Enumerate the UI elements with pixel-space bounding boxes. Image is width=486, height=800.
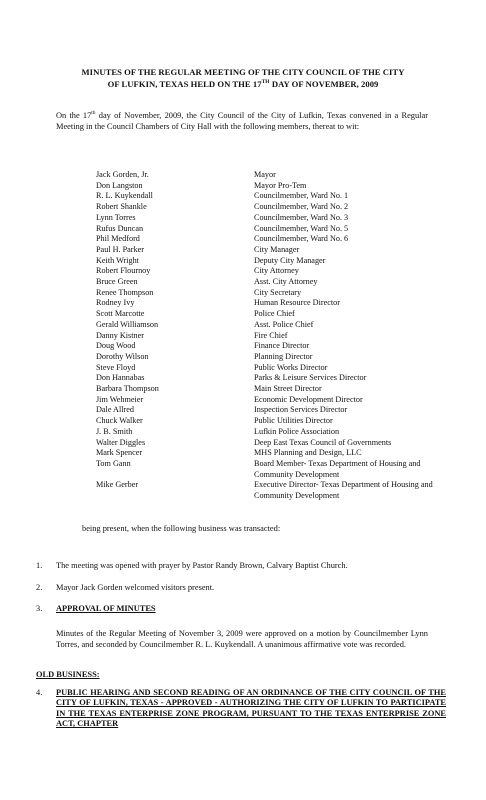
attendee-name: Jim Wehmeier (96, 394, 144, 404)
attendee-title: Board Member- Texas Department of Housing and Community Development (254, 458, 421, 479)
attendee-row (96, 277, 446, 288)
page-title (40, 66, 446, 90)
attendee-name: Scott Marcotte (96, 309, 145, 319)
attendee-name: Keith Wright (96, 255, 139, 265)
attendee-title: Councilmember, Ward No. 2 (254, 202, 349, 212)
attendee-name: Barbara Thompson (96, 384, 159, 394)
attendee-row (96, 341, 446, 352)
minutes-approval-paragraph: Minutes of the Regular Meeting of November 3, 2009 were approved on a motion by Councilmember Lynn Torres, and seconded by Councilmember R. L. Kuykendall. A unanimous affirmative vote was recorded. (56, 629, 428, 649)
attendee-name: Bruce Green (96, 277, 138, 287)
title-superscript: TH (261, 79, 270, 86)
attendee-name: Danny Kistner (96, 330, 144, 340)
attendee-title: Main Street Director (254, 384, 322, 394)
attendee-row (96, 384, 446, 395)
attendee-row (96, 309, 446, 320)
attendee-row (96, 427, 446, 438)
item-number: 4. (36, 688, 43, 697)
attendee-list (96, 170, 446, 502)
attendee-title: Deputy City Manager (254, 255, 326, 265)
attendee-title: City Attorney (254, 266, 299, 276)
attendee-title: Fire Chief (254, 330, 288, 340)
attendee-row (96, 191, 446, 202)
attendee-row (96, 213, 446, 224)
attendee-title: Deep East Texas Council of Governments (254, 437, 392, 447)
attendee-row (96, 320, 446, 331)
item-heading: PUBLIC HEARING AND SECOND READING OF AN ORDINANCE OF THE CITY COUNCIL OF THE CITY OF LUFKIN, TEXAS - APPROVED - AUTHORIZING THE CITY OF LUFKIN TO PARTICIPATE IN THE TEXAS ENTERPRISE ZONE PROGRAM, PURSUANT TO THE TEXAS ENTERPRISE ZONE ACT, CHAPTER (56, 688, 446, 729)
attendee-title: Executive Director- Texas Department of Housing and Community Development (254, 480, 433, 501)
attendee-name: Chuck Walker (96, 416, 143, 426)
attendee-name: Walter Diggles (96, 437, 146, 447)
attendee-row (96, 448, 446, 459)
intro-paragraph (56, 110, 428, 132)
attendee-title: City Secretary (254, 287, 302, 297)
item-text: Mayor Jack Gorden welcomed visitors present. (56, 583, 215, 592)
attendee-title: Councilmember, Ward No. 1 (254, 191, 349, 201)
attendee-name: Gerald Williamson (96, 319, 159, 329)
attendee-name: Rufus Duncan (96, 223, 144, 233)
attendee-name: Paul H. Parker (96, 244, 144, 254)
attendee-name: Robert Flournoy (96, 266, 151, 276)
attendee-name: Lynn Torres (96, 212, 136, 222)
attendee-row (96, 170, 446, 181)
attendee-title: Councilmember, Ward No. 5 (254, 223, 349, 233)
being-present-text: being present, when the following business was transacted: (82, 524, 281, 533)
attendee-name: Robert Shankle (96, 202, 147, 212)
attendee-name: Phil Medford (96, 234, 140, 244)
attendee-row (96, 352, 446, 363)
attendee-title: Public Works Director (254, 362, 328, 372)
attendee-title: Inspection Services Director (254, 405, 348, 415)
attendee-name: Jack Gorden, Jr. (96, 170, 149, 179)
title-line-2-end: DAY OF NOVEMBER, 2009 (269, 79, 379, 89)
attendee-name: Don Langston (96, 180, 143, 190)
item-text: The meeting was opened with prayer by Pastor Randy Brown, Calvary Baptist Church. (56, 561, 348, 570)
attendee-title: MHS Planning and Design, LLC (254, 448, 362, 458)
attendee-row (96, 395, 446, 406)
attendee-row (96, 363, 446, 374)
agenda-item-1 (36, 560, 446, 571)
attendee-row (96, 202, 446, 213)
title-line-2 (40, 78, 446, 90)
attendee-row (96, 234, 446, 245)
item-number: 1. (36, 561, 43, 570)
section-heading: APPROVAL OF MINUTES (56, 604, 156, 613)
attendee-name: Mark Spencer (96, 448, 143, 458)
intro-superscript: th (91, 110, 96, 117)
attendee-name: Mike Gerber (96, 480, 139, 490)
intro-rest: day of November, 2009, the City Council of the City of Lufkin, Texas convened in a Regular Meeting in the Council Chambers of City Hall with the following members, thereat to wit: (56, 111, 428, 131)
attendee-row (96, 266, 446, 277)
attendee-row (96, 181, 446, 192)
title-line-1: MINUTES OF THE REGULAR MEETING OF THE CITY COUNCIL OF THE CITY (81, 67, 405, 77)
attendee-row (96, 373, 446, 384)
attendee-title: Parks & Leisure Services Director (254, 373, 367, 383)
attendee-row (96, 480, 446, 501)
attendee-name: Dorothy Wilson (96, 351, 149, 361)
attendee-row (96, 416, 446, 427)
attendee-title: Mayor Pro-Tem (254, 180, 307, 190)
attendee-name: R. L. Kuykendall (96, 191, 153, 201)
attendee-row (96, 288, 446, 299)
attendee-title: Human Resource Director (254, 298, 340, 308)
title-line-2-start: OF LUFKIN, TEXAS HELD ON THE 17 (107, 79, 262, 89)
attendee-row (96, 438, 446, 449)
attendee-row (96, 224, 446, 235)
agenda-item-2 (36, 582, 446, 593)
attendee-title: Mayor (254, 170, 276, 179)
attendee-title: Councilmember, Ward No. 6 (254, 234, 349, 244)
attendee-name: Doug Wood (96, 341, 136, 351)
agenda-item-3 (36, 603, 446, 614)
attendee-row (96, 245, 446, 256)
attendee-title: Asst. Police Chief (254, 319, 314, 329)
agenda-item-4 (36, 688, 446, 730)
attendee-name: Rodney Ivy (96, 298, 135, 308)
attendee-row (96, 298, 446, 309)
attendee-title: Police Chief (254, 309, 295, 319)
attendee-name: Dale Allred (96, 405, 134, 415)
intro-start: On the 17 (56, 111, 92, 120)
attendee-name: Renee Thompson (96, 287, 154, 297)
attendee-title: Planning Director (254, 351, 313, 361)
item-number: 2. (36, 583, 43, 592)
attendee-name: Tom Gann (96, 458, 131, 468)
attendee-name: Don Hannabas (96, 373, 145, 383)
attendee-title: Lufkin Police Association (254, 426, 340, 436)
attendee-name: Steve Floyd (96, 362, 136, 372)
attendee-title: City Manager (254, 244, 300, 254)
attendee-row (96, 405, 446, 416)
attendee-title: Finance Director (254, 341, 310, 351)
old-business-heading: OLD BUSINESS: (36, 670, 100, 679)
attendee-title: Councilmember, Ward No. 3 (254, 212, 349, 222)
attendee-row (96, 459, 446, 480)
item-number: 3. (36, 604, 43, 613)
attendee-title: Economic Development Director (254, 394, 363, 404)
attendee-title: Asst. City Attorney (254, 277, 318, 287)
attendee-title: Public Utilities Director (254, 416, 333, 426)
attendee-name: J. B. Smith (96, 426, 133, 436)
attendee-row (96, 331, 446, 342)
attendee-row (96, 256, 446, 267)
